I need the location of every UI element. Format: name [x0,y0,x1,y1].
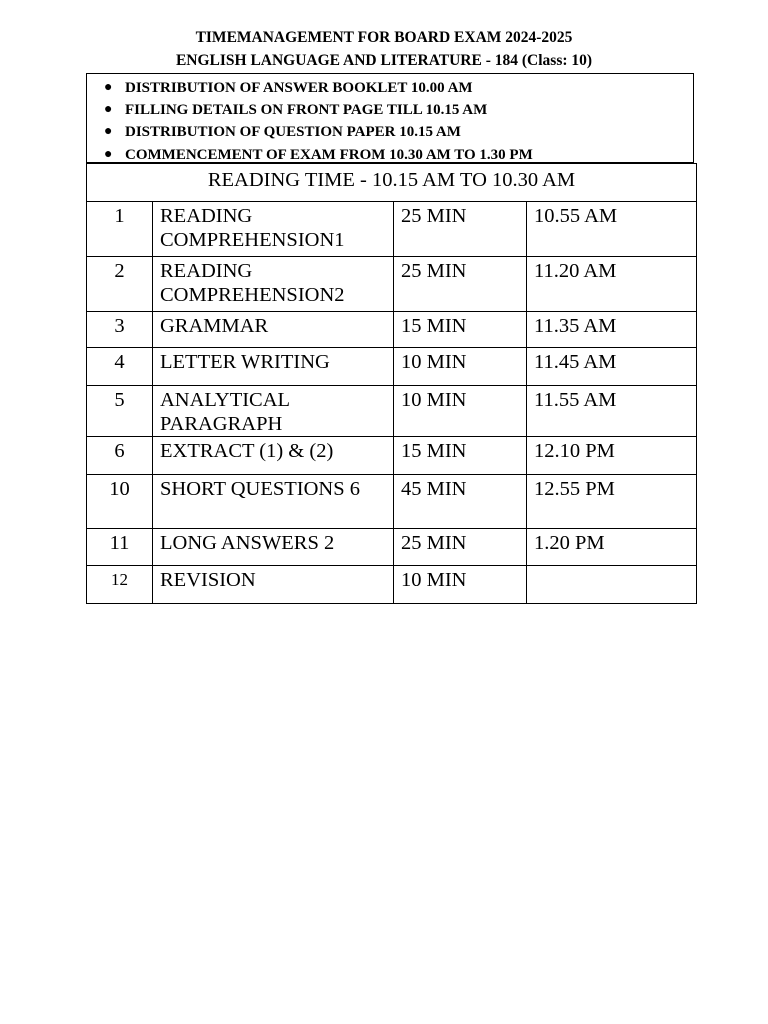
end-time-cell: 1.20 PM [527,529,697,566]
reading-time-row [87,164,697,202]
duration-cell: 10 MIN [394,348,527,386]
table-row [87,566,697,604]
bullet-icon: ● [104,80,113,95]
table-row [87,475,697,529]
table-row [87,202,697,257]
row-number: 4 [87,348,153,386]
row-number: 3 [87,312,153,348]
end-time-cell: 11.45 AM [527,348,697,386]
end-time-cell: 11.20 AM [527,257,697,312]
duration-cell: 15 MIN [394,437,527,475]
duration-cell: 25 MIN [394,257,527,312]
row-number: 6 [87,437,153,475]
end-time-cell: 12.55 PM [527,475,697,529]
instruction-text: DISTRIBUTION OF QUESTION PAPER 10.15 AM [125,124,461,140]
end-time-cell: 11.55 AM [527,386,697,437]
row-number: 11 [87,529,153,566]
table-row [87,348,697,386]
duration-cell: 25 MIN [394,202,527,257]
instruction-text: COMMENCEMENT OF EXAM FROM 10.30 AM TO 1.30 PM [125,147,533,163]
schedule-table [86,163,697,604]
table-row [87,437,697,475]
reading-time-cell: READING TIME - 10.15 AM TO 10.30 AM [87,164,697,202]
table-row [87,529,697,566]
duration-cell: 45 MIN [394,475,527,529]
bullet-icon: ● [104,147,113,162]
row-number: 1 [87,202,153,257]
duration-cell: 15 MIN [394,312,527,348]
table-row [87,257,697,312]
section-cell: REVISION [153,566,394,604]
row-number: 12 [87,566,153,604]
page-title: TIMEMANAGEMENT FOR BOARD EXAM 2024-2025 [195,29,573,46]
end-time-cell [527,566,697,604]
instructions-box [86,73,694,163]
bullet-icon: ● [104,102,113,117]
row-number: 5 [87,386,153,437]
instruction-text: FILLING DETAILS ON FRONT PAGE TILL 10.15 AM [125,102,488,118]
section-cell: LONG ANSWERS 2 [153,529,394,566]
row-number: 2 [87,257,153,312]
section-cell: LETTER WRITING [153,348,394,386]
table-row [87,312,697,348]
end-time-cell: 10.55 AM [527,202,697,257]
end-time-cell: 12.10 PM [527,437,697,475]
duration-cell: 10 MIN [394,386,527,437]
table-row [87,386,697,437]
section-cell: READING COMPREHENSION2 [153,257,394,312]
section-cell: GRAMMAR [153,312,394,348]
section-cell: EXTRACT (1) & (2) [153,437,394,475]
end-time-cell: 11.35 AM [527,312,697,348]
row-number: 10 [87,475,153,529]
duration-cell: 10 MIN [394,566,527,604]
instruction-text: DISTRIBUTION OF ANSWER BOOKLET 10.00 AM [125,80,473,96]
page-subtitle: ENGLISH LANGUAGE AND LITERATURE - 184 (Class: 10) [175,52,593,69]
section-cell: ANALYTICAL PARAGRAPH [153,386,394,437]
bullet-icon: ● [104,124,113,139]
section-cell: READING COMPREHENSION1 [153,202,394,257]
section-cell: SHORT QUESTIONS 6 [153,475,394,529]
duration-cell: 25 MIN [394,529,527,566]
